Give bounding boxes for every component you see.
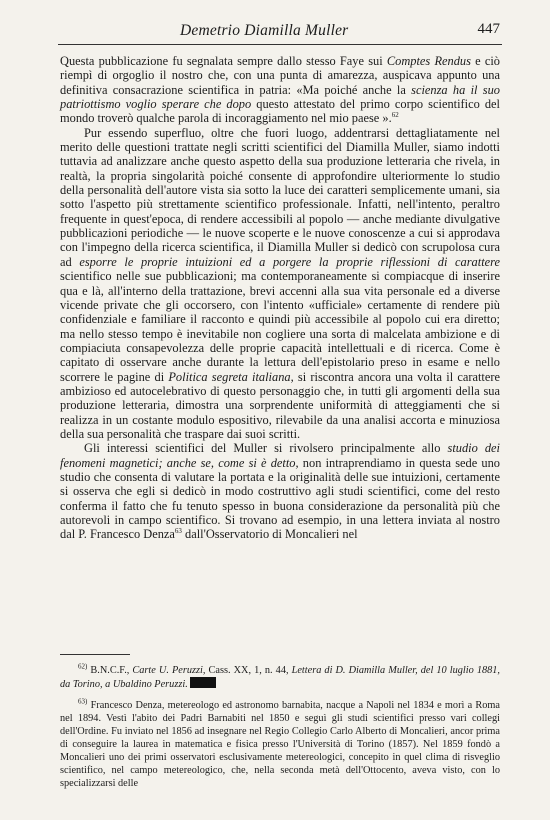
text-run: Pur essendo superfluo, oltre che fuori luogo, addentrarsi dettagliatamente nel merito delle questioni trattate negli scritti scientifici del Diamilla Muller, siamo indotti tuttavia ad analizzare anche questo aspetto della sua produzione letteraria che rivela, in realtà, la propria singolarità poiché consente di approfondire ulteriormente lo studio della personalità dell'autore vista sia sotto la luce dei caratteri semplicemente umani, sia sotto l'aspetto più strettamente scientifico professionale. Infatti, nell'intento, peraltro frequente in quest'epoca, di rendere accessibili al popolo — anche mediante divulgative pubblicazioni periodiche — le nuove scoperte e le nuove conoscenze a cui si approdava con l'impegno della ricerca scientifica, il Diamilla Muller si dedicò con scrupolosa cura ad	[60, 125, 500, 269]
running-title: Demetrio Diamilla Muller	[180, 22, 349, 39]
text-run: questo attestato del primo corpo scientifico del mondo troverò qualche parola di incoraggiamento nel mio paese ».	[60, 97, 500, 126]
text-run-italic: Carte U. Peruzzi,	[132, 665, 206, 676]
text-run-italic: scienza ha il suo patriottismo voglio sperare che dopo	[60, 82, 500, 112]
text-run-italic: Comptes Rendus	[386, 54, 471, 68]
paragraph-3	[60, 441, 500, 541]
footnote-ref-63[interactable]: 63	[174, 527, 182, 536]
footnote-63	[60, 699, 500, 790]
text-run: B.N.C.F.,	[87, 665, 133, 676]
paragraph-2	[60, 126, 500, 442]
text-run: Francesco Denza, metereologo ed astronomo	[87, 700, 282, 711]
page-header	[58, 20, 502, 45]
page-number: 447	[477, 21, 500, 37]
main-text	[60, 54, 500, 542]
text-run-italic: Lettera di D. Diamilla Muller, del 10 luglio 1881, da Torino, a Ubaldino Peruzzi.	[60, 665, 500, 690]
text-run: Cass. XX, 1, n. 44,	[205, 665, 292, 676]
text-run: si riscontra ancora una volta il carattere ambizioso ed autocelebrativo di questo personaggio che, in tutti gli argomenti della sua produzione letteraria, dimostra una sorprendente uniformità di atteggiamenti che si realizza in un costante modulo espositivo, rilevabile da una analisi accorta e minuziosa della sua personalità che traspare dai suoi scritti.	[60, 369, 500, 441]
footnote-62	[60, 664, 500, 691]
text-run-italic: Politica segreta italiana,	[168, 369, 294, 384]
text-run: barnabita, nacque a Napoli nel 1834 e morì a Roma nel 1894. Vestì l'abito dei Padri Barnabiti nel 1850 e seguì gli studi scientifici presso vari collegi dell'Ordine. Fu inviato nel 1856 ad insegnare nel Regio Collegio Carlo Alberto di Moncalieri, ancor prima di conseguire la laurea in matematica e fisica presso l'Università di Torino (1857). Nel 1859 fondò a Moncalieri uno dei primi osservatori esclusivamente metereologici, concepito in quel clima di risveglio scientifico, nel campo metereologico, che, nella seconda metà dell'Ottocento, aveva visto, con lo specializzarsi delle	[60, 700, 500, 789]
paragraph-1	[60, 54, 500, 126]
footnote-ref-62[interactable]: 62	[391, 111, 399, 120]
text-run: Questa pubblicazione fu segnalata sempre dallo stesso Faye sui	[60, 54, 387, 68]
text-run: e ciò riempì di orgoglio il nostro che, con una punta di amarezza, auspicava appunto una definitiva consacrazione scientifica in patria: «Ma poiché anche la	[60, 54, 501, 97]
footnote-number: 63)	[78, 697, 88, 706]
footnotes	[60, 664, 500, 798]
text-run: Gli interessi scientifici del Muller si rivolsero principalmente allo	[84, 441, 448, 456]
redaction-mark	[190, 677, 216, 688]
text-run-italic: esporre le proprie intuizioni ed a porgere la proprie riflessioni di carattere	[79, 254, 500, 269]
text-run: non intraprendiamo in questa sede uno studio che consenta di valutare la portata e la originalità delle sue intuizioni, certamente si osserva che egli si dedicò in modo costruttivo agli studi scientifici, come del resto conferma il fatto che fu tenuto spesso in buona considerazione da personalità più che autorevoli in campo scientifico. Si trovano ad esempio, in una lettera inviata al nostro dal P. Francesco Denza	[60, 455, 500, 542]
text-run: dall'Osservatorio di Moncalieri nel	[181, 527, 358, 542]
footnote-number: 62)	[78, 662, 88, 671]
footnote-divider	[60, 654, 130, 655]
text-run: scientifico nelle sue pubblicazioni; ma contemporaneamente si compiacque di inserire qua e là, all'interno della trattazione, brevi accenni alla sua vita personale ed a diverse vicende private che gli occorsero, con l'intento «ufficiale» certamente di rendere più confidenziale e familiare il racconto e quindi più accessibile al popolo cui era diretto; ma nello stesso tempo è inevitabile non cogliere una sorta di malcelata ambizione e di compiaciuta consapevolezza delle proprie capacità intellettuali e di ricerca. Come è capitato di osservare anche durante la lettura dell'epistolario preso in esame e nello scorrere le pagine di	[60, 269, 500, 384]
text-run-italic: studio dei fenomeni magnetici; anche se, come si è detto,	[60, 441, 500, 470]
